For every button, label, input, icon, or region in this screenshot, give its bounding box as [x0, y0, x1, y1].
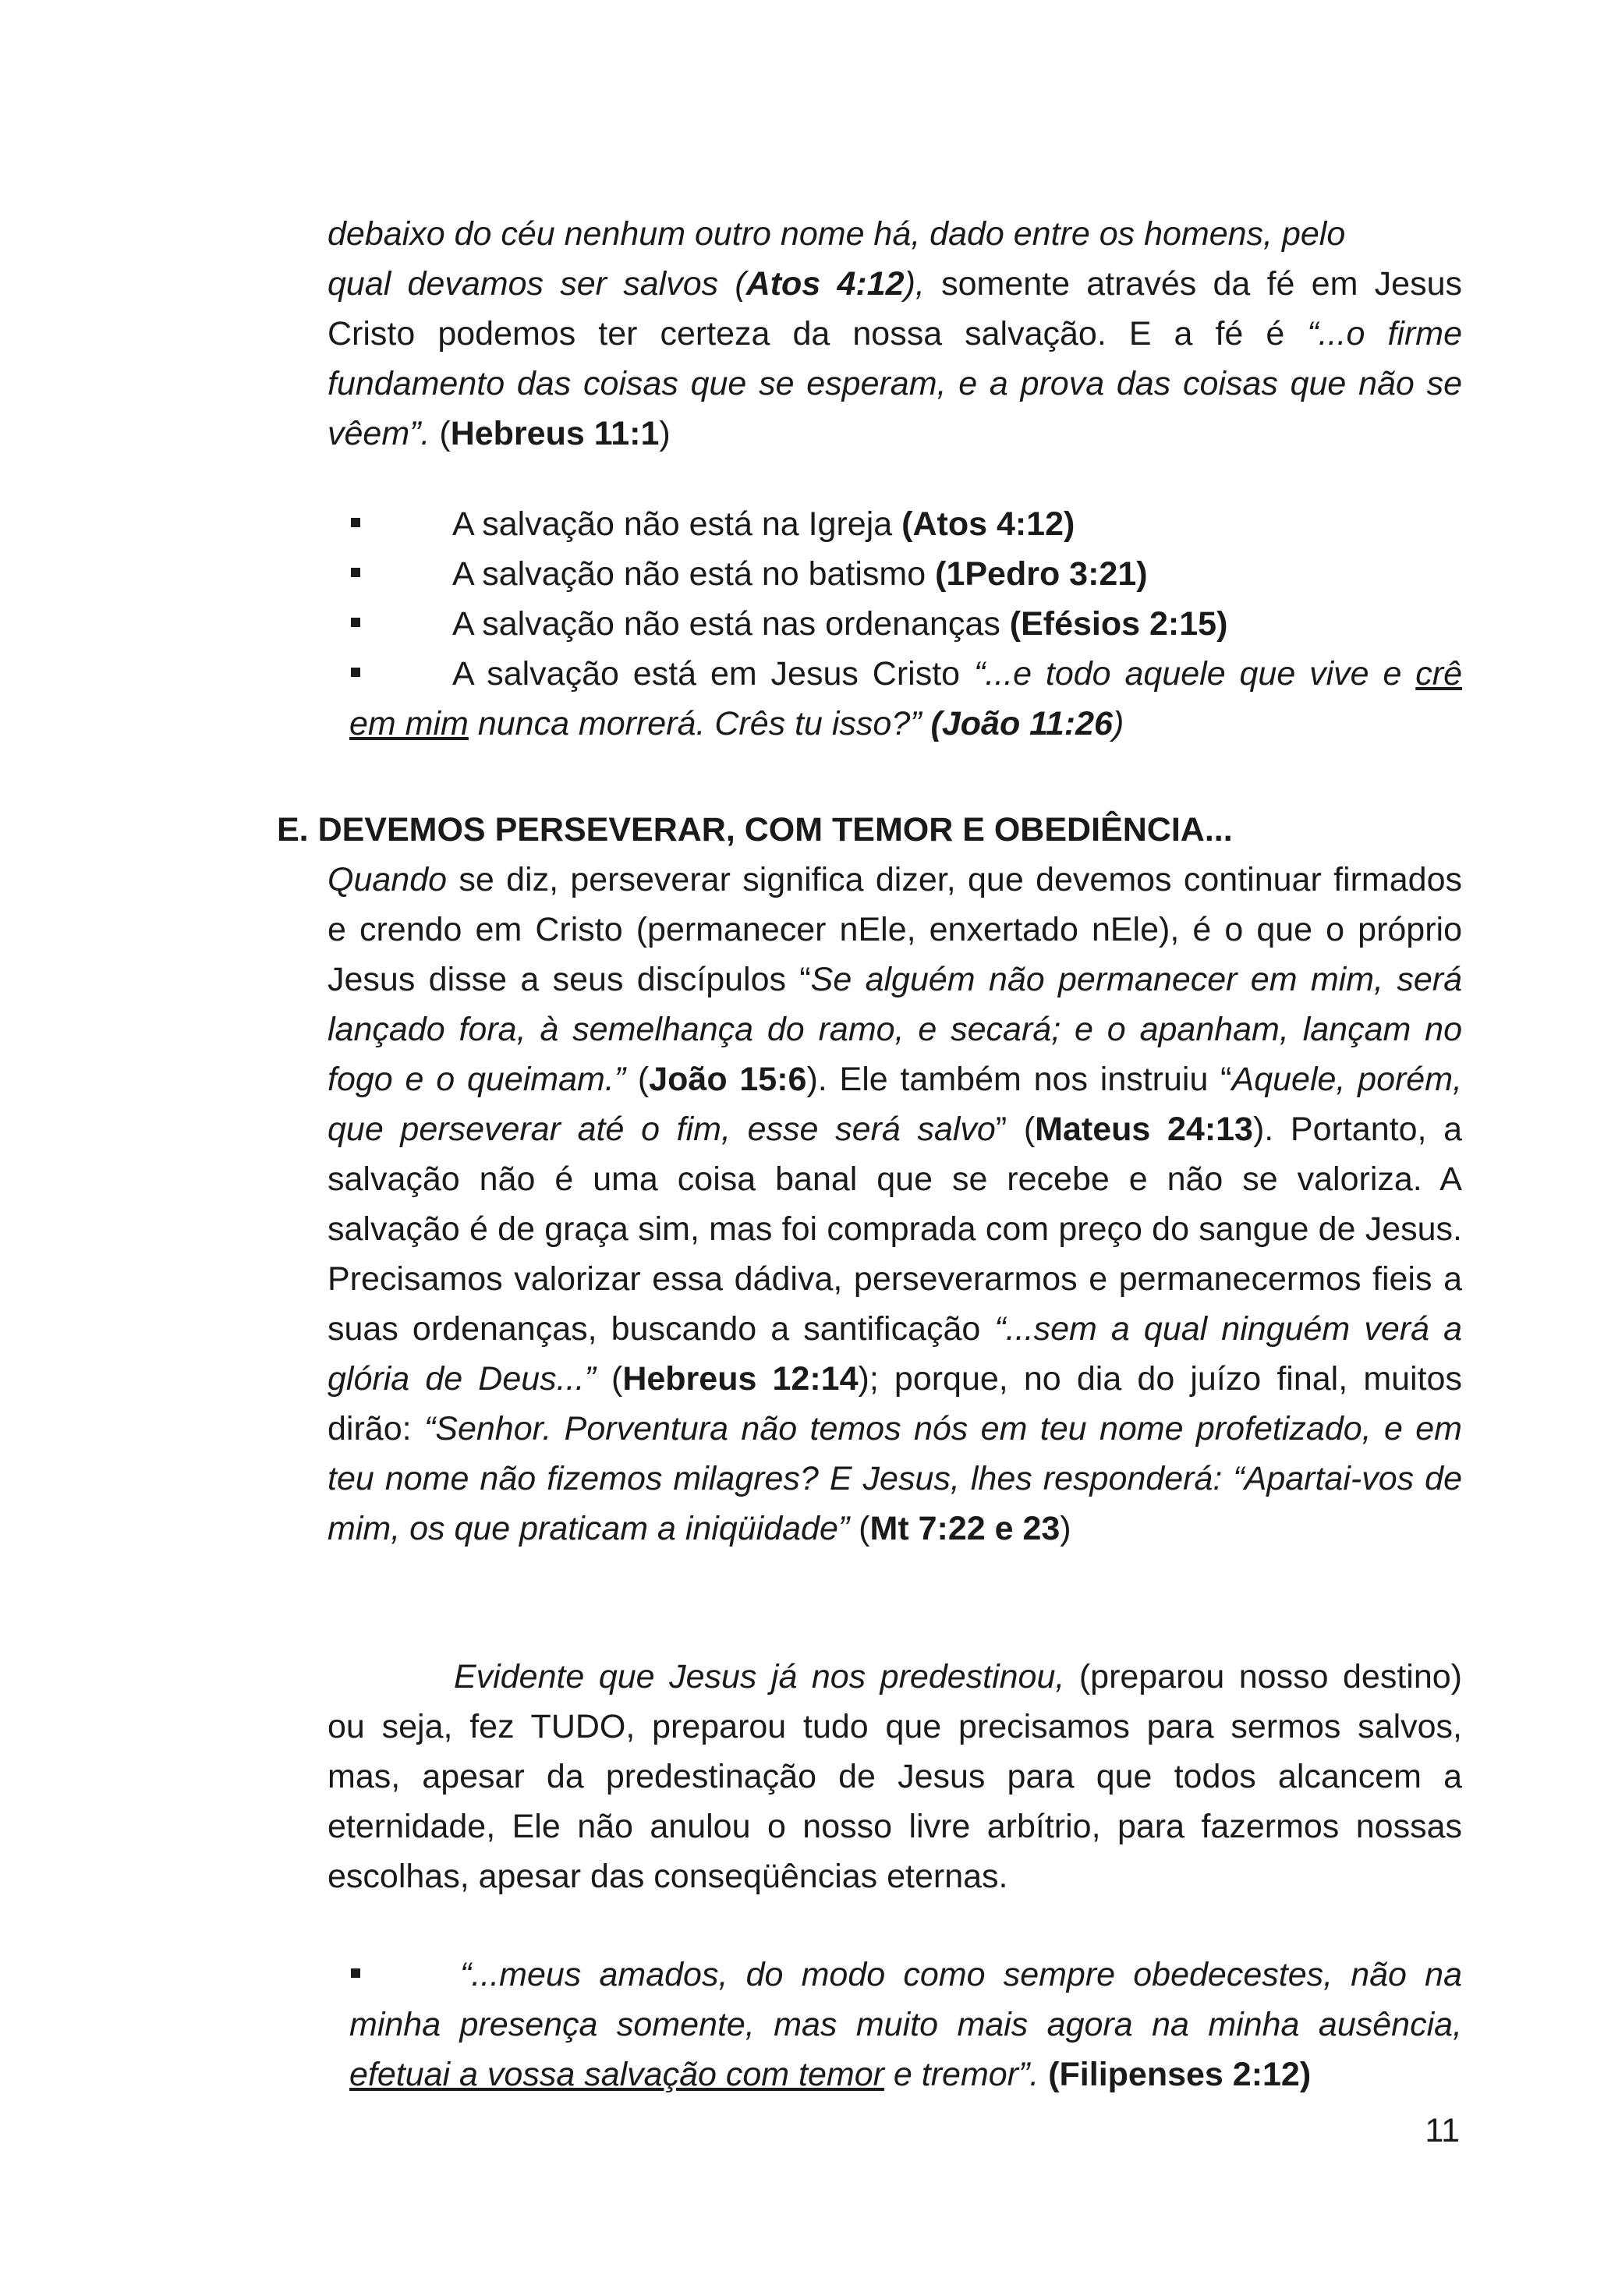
bullet-list-filipenses — [349, 1950, 1462, 2099]
intro-quote: “...o firme fundamento das coisas que se esperam, e a prova das coisas que não se vêem”. — [328, 315, 1463, 452]
p1-quote4: “Senhor. Porventura não temos nós em teu nome profetizado, e em teu nome não fizemos milagres? E Jesus, lhes responderá: “Apartai-vos de mim, os que praticam a iniqüidade” — [328, 1410, 1462, 1547]
p1-ref-joao: João 15:6 — [649, 1061, 807, 1098]
bullet-marker — [351, 618, 360, 627]
bullet-list-salvation — [349, 499, 1462, 749]
intro-ref-atos: Atos 4:12 — [745, 265, 905, 303]
p1-ref-mateus: Mateus 24:13 — [1035, 1111, 1253, 1148]
bullet-ref: (1Pedro 3:21) — [935, 555, 1148, 593]
intro-ref-hebreus: Hebreus 11:1 — [450, 415, 660, 452]
bullet-ref: (Atos 4:12) — [901, 505, 1075, 543]
p2-italic: Evidente que Jesus já nos predestinou, — [454, 1658, 1065, 1695]
bullet-text: A salvação está em Jesus Cristo — [452, 655, 974, 693]
list-item — [349, 599, 1462, 649]
section-heading: E. DEVEMOS PERSEVERAR, COM TEMOR E OBEDIÊNCIA... — [277, 811, 1233, 849]
p1-r1-open: ( — [625, 1061, 650, 1098]
bullet-marker — [351, 518, 360, 527]
intro-line2-italic: qual devamos ser salvos ( — [328, 265, 746, 303]
p1-ref-hebreus: Hebreus 12:14 — [622, 1360, 859, 1398]
p1-b: se diz, perseverar significa dizer, que devemos continuar firmados e crendo em Cristo (permanecer nEle, enxertado nEle), é o que o próprio Jesus disse a seus discípulos “ — [328, 861, 1462, 998]
bullet-quote-a: “...meus amados, do modo como sempre obedecestes, não na minha presença somente, mas muito mais agora na minha ausência, — [349, 1956, 1462, 2043]
list-item — [349, 499, 1462, 549]
p1-q2-close: ” ( — [995, 1111, 1036, 1148]
bullet-marker — [351, 568, 360, 577]
bullet-quote-a: “...e todo aquele que vive e — [973, 655, 1416, 693]
intro-line2-close: ), — [904, 265, 925, 303]
intro-line2-rest: somente através da fé em Jesus — [924, 265, 1462, 303]
p1-r4-open: ( — [849, 1510, 870, 1547]
bullet-ref-close: ) — [1112, 705, 1124, 742]
p1-d: ); porque, no dia do juízo final, muitos dirão: — [328, 1360, 1462, 1447]
p1-quote1: Se alguém não permanecer em mim, será lançado fora, à semelhança do ramo, e secará; e o apanham, lançam no fogo e o queimam.” — [328, 961, 1462, 1098]
bullet-text: A salvação não está no batismo — [452, 555, 936, 593]
predestination-paragraph — [328, 1652, 1462, 1901]
list-item — [349, 549, 1462, 599]
bullet-quote-b: e tremor”. — [883, 2056, 1039, 2093]
bullet-ref: (João 11:26 — [930, 705, 1113, 742]
bullet-ref: (Efésios 2:15) — [1009, 605, 1228, 643]
bullet-quote-b: nunca morrerá. Crês tu isso?” — [468, 705, 931, 742]
bullet-marker — [351, 1968, 360, 1978]
p1-c: ). Portanto, a salvação não é uma coisa banal que se recebe e não se valoriza. A salvação é de graça sim, mas foi comprada com preço do sangue de Jesus. Precisamos valorizar essa dádiva, perseverarmos e permanecermos fieis a suas ordenanças, buscando a santificação — [328, 1111, 1463, 1348]
bullet-text: A salvação não está nas ordenanças — [452, 605, 1010, 643]
page-number: 11 — [1425, 2112, 1460, 2149]
bullet-marker — [351, 668, 360, 677]
bullet-text: A salvação não está na Igreja — [452, 505, 902, 543]
p1-a: Quando — [328, 861, 448, 898]
list-item — [349, 649, 1462, 749]
p1-quote2: Aquele, porém, que perseverar até o fim, esse será salvo — [328, 1061, 1462, 1148]
list-item — [349, 1950, 1462, 2099]
intro-line1: debaixo do céu nenhum outro nome há, dado entre os homens, pelo — [328, 215, 1346, 253]
section-e-paragraph — [328, 855, 1462, 1554]
p1-r3-open: ( — [595, 1360, 623, 1398]
intro-paragraph — [328, 209, 1462, 459]
bullet-quote-underlined: crê em mim — [349, 655, 1463, 742]
p1-quote3: “...sem a qual ninguém verá a glória de Deus...” — [328, 1310, 1462, 1398]
p1-r1-close: ). Ele também nos instruiu “ — [806, 1061, 1232, 1098]
bullet-ref: (Filipenses 2:12) — [1039, 2056, 1312, 2093]
p1-ref-mt: Mt 7:22 e 23 — [869, 1510, 1061, 1547]
intro-line3: Cristo podemos ter certeza da nossa salvação. E a fé é — [328, 315, 1308, 353]
intro-ref-open: ( — [430, 415, 451, 452]
p2-rest: (preparou nosso destino) ou seja, fez TUDO, preparou tudo que precisamos para sermos salvos, mas, apesar da predestinação de Jesus para que todos alcancem a eternidade, Ele não anulou o nosso livre arbítrio, para fazermos nossas escolhas, apesar das conseqüências eternas. — [328, 1658, 1462, 1895]
bullet-quote-underlined: efetuai a vossa salvação com temor — [349, 2056, 884, 2093]
intro-ref-close: ) — [659, 415, 671, 452]
p1-r4-close: ) — [1060, 1510, 1071, 1547]
